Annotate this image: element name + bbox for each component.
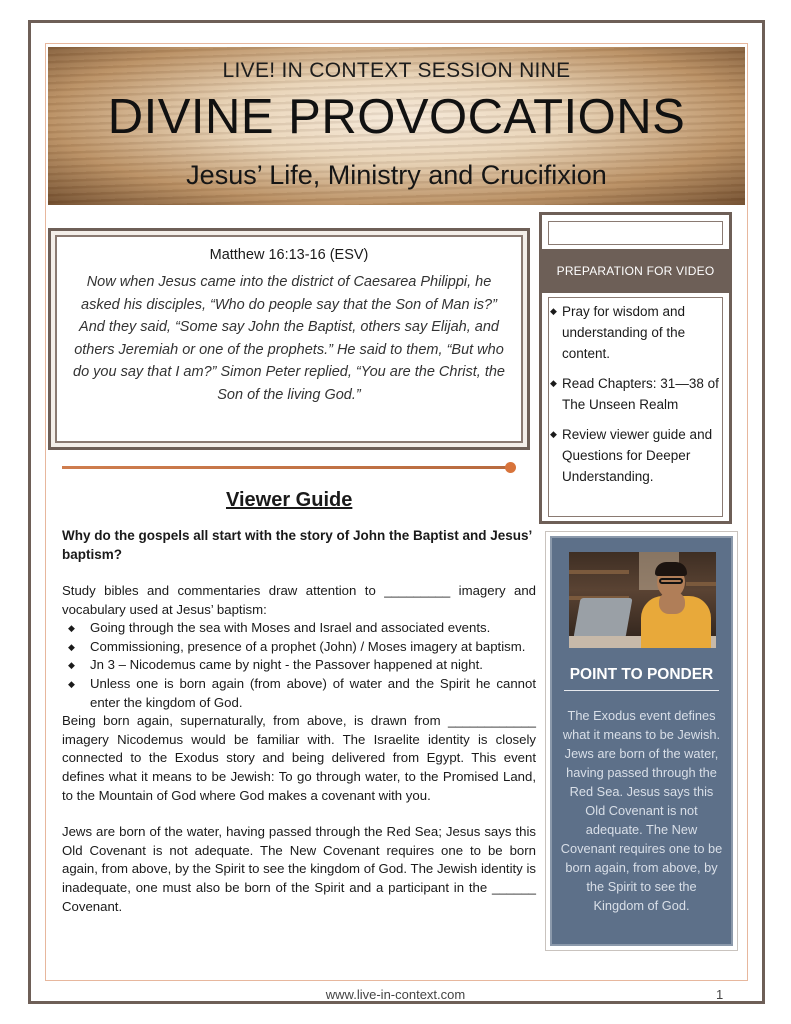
- diamond-icon: ◆: [550, 429, 557, 439]
- guide-body: [62, 582, 536, 916]
- diamond-icon: ◆: [550, 306, 557, 316]
- guide-paragraph: Jews are born of the water, having passed through the Red Sea; Jesus says this Old Covenant is not adequate. The New Covenant requires one to be born again, from above, by the Spirit to see the kingdom of God. The Jewish identity is inadequate, one must also be born of the Spirit and a participant in the ______ Covenant.: [62, 824, 536, 914]
- list-item: [548, 424, 726, 487]
- preparation-item-text: Pray for wisdom and understanding of the content.: [562, 304, 686, 361]
- diamond-icon: ◆: [68, 641, 75, 652]
- scripture-reference: Matthew 16:13-16 (ESV): [209, 247, 369, 263]
- preparation-item-text: Read Chapters: 31—38 of The Unseen Realm: [562, 376, 719, 412]
- session-label: LIVE! IN CONTEXT SESSION NINE: [222, 59, 571, 82]
- preparation-header: PREPARATION FOR VIDEO: [539, 249, 732, 293]
- guide-bullet-text: Jn 3 – Nicodemus came by night - the Passover happened at night.: [90, 657, 483, 673]
- list-item: [548, 373, 726, 415]
- scripture-inner: [55, 235, 523, 443]
- page-subtitle: Jesus’ Life, Ministry and Crucifixion: [186, 160, 607, 190]
- guide-question: Why do the gospels all start with the story of John the Baptist and Jesus’ baptism?: [62, 528, 532, 562]
- header-banner: [48, 47, 745, 205]
- list-item: [62, 675, 536, 712]
- preparation-list: [548, 301, 726, 496]
- footer-url: www.live-in-context.com: [325, 987, 466, 1002]
- ponder-text: The Exodus event defines what it means to be Jewish. Jews are born of the water, having passed through the Red Sea. Jesus says this Old Covenant is not adequate. The New Covenant requires one to be born again, from above, by the Spirit to see the Kingdom of God.: [560, 708, 723, 913]
- student-photo: [569, 552, 716, 648]
- diamond-icon: ◆: [68, 623, 75, 634]
- guide-bullet-text: Commissioning, presence of a prophet (John) / Moses imagery at baptism.: [90, 638, 526, 654]
- list-item: [62, 619, 536, 638]
- ponder-title: POINT TO PONDER: [569, 666, 714, 683]
- guide-bullet-text: Unless one is born again (from above) of water and the Spirit he cannot enter the kingdom of God.: [90, 675, 536, 710]
- diamond-icon: ◆: [68, 678, 75, 689]
- section-divider: [62, 466, 511, 469]
- list-item: [62, 638, 536, 657]
- guide-intro: Study bibles and commentaries draw attention to _________ imagery and vocabulary used at Jesus’ baptism:: [62, 583, 536, 617]
- guide-bullet-text: Going through the sea with Moses and Israel and associated events.: [90, 620, 491, 636]
- page-number: 1: [716, 987, 724, 1002]
- point-to-ponder-panel: [550, 536, 733, 946]
- page-title: DIVINE PROVOCATIONS: [107, 90, 686, 144]
- guide-paragraph: Being born again, supernaturally, from above, is drawn from ____________ imagery Nicodemus would be familiar with. The Israelite identity is closely connected to the Exodus story and being delivered from Egypt. This event defines what it means to be Jewish: To go through water, to the Promised Land, to the Mountain of God where God makes a covenant with you.: [62, 713, 536, 803]
- list-item: [62, 656, 536, 675]
- divider-dot: [505, 462, 516, 473]
- ponder-divider: [564, 690, 719, 691]
- scripture-box: [48, 228, 530, 450]
- viewer-guide-title: Viewer Guide: [226, 489, 353, 511]
- preparation-panel: [539, 212, 732, 524]
- laptop-icon: [573, 598, 632, 638]
- guide-bullet-list: [62, 619, 536, 712]
- preparation-item-text: Review viewer guide and Questions for Deeper Understanding.: [562, 427, 713, 484]
- scripture-text: Now when Jesus came into the district of Caesarea Philippi, he asked his disciples, “Who do people say that the Son of Man is?” And they said, “Some say John the Baptist, others say Elijah, and others Jeremiah or one of the prophets.” He said to them, “But who do you say that I am?” Simon Peter replied, “You are the Christ, the Son of the living God.”: [73, 274, 505, 403]
- list-item: [548, 301, 726, 364]
- diamond-icon: ◆: [550, 378, 557, 388]
- diamond-icon: ◆: [68, 660, 75, 671]
- preparation-top-tab: [548, 221, 723, 245]
